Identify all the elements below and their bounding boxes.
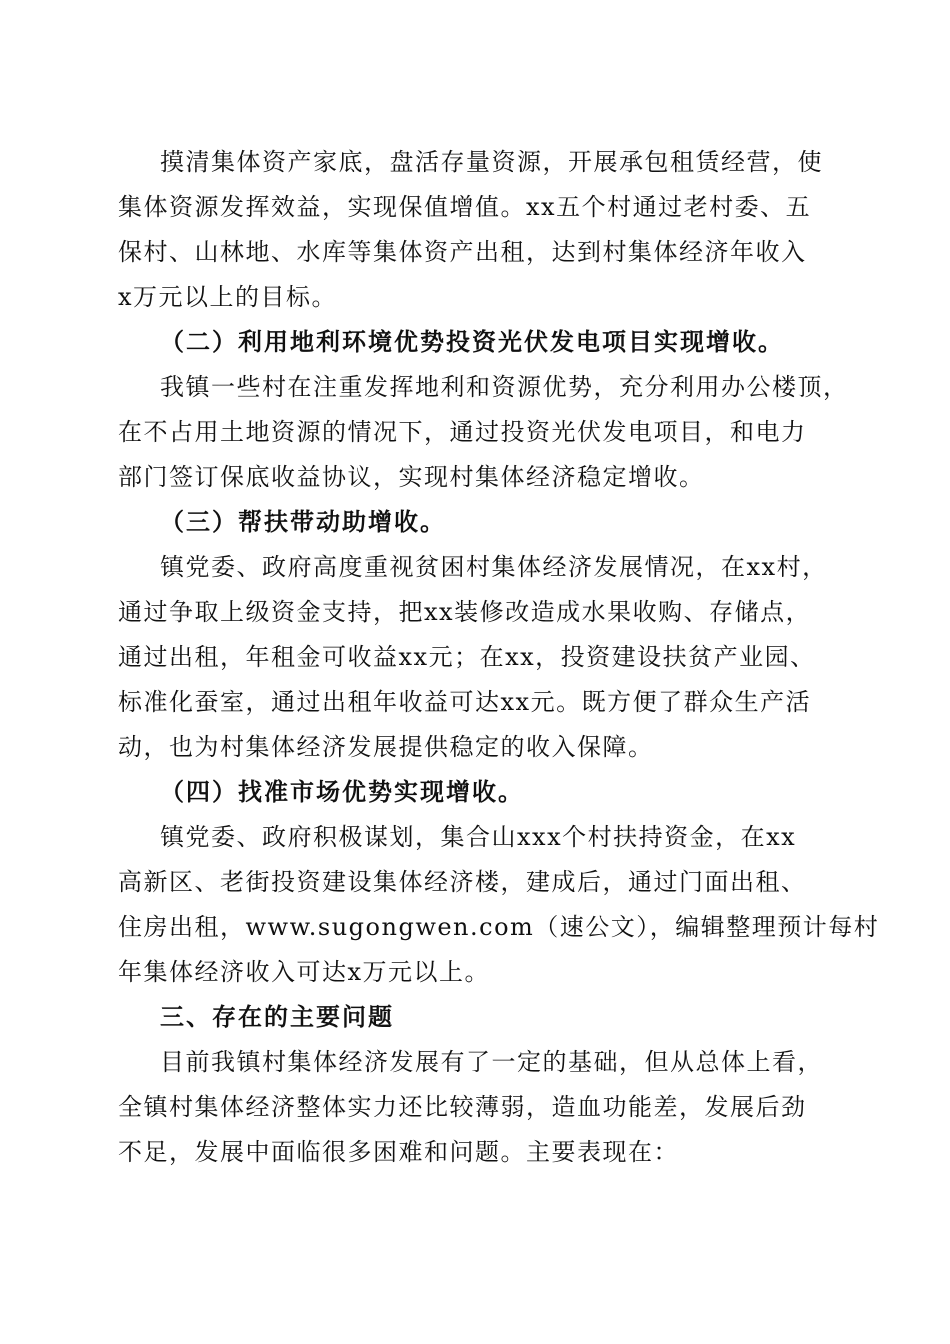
paragraph-line: 不足，发展中面临很多困难和问题。主要表现在： — [118, 1138, 679, 1166]
subsection-heading-3: （三）帮扶带动助增收。 — [160, 508, 446, 536]
paragraph-line: 标准化蚕室，通过出租年收益可达xx元。既方便了群众生产活 — [118, 688, 812, 716]
paragraph-line: 高新区、老街投资建设集体经济楼，建成后，通过门面出租、 — [118, 868, 807, 896]
paragraph-line: 镇党委、政府高度重视贫困村集体经济发展情况，在xx村， — [160, 553, 828, 581]
subsection-heading-2: （二）利用地利环境优势投资光伏发电项目实现增收。 — [160, 328, 784, 356]
paragraph-line: 在不占用土地资源的情况下，通过投资光伏发电项目，和电力 — [118, 418, 807, 446]
paragraph-line: 全镇村集体经济整体实力还比较薄弱，造血功能差，发展后劲 — [118, 1093, 807, 1121]
paragraph-line: 住房出租，www.sugongwen.com（速公文），编辑整理预计每村 — [118, 913, 880, 941]
paragraph-line: 动，也为村集体经济发展提供稳定的收入保障。 — [118, 733, 654, 761]
paragraph-line: 目前我镇村集体经济发展有了一定的基础，但从总体上看， — [160, 1048, 823, 1076]
paragraph-line: 保村、山林地、水库等集体资产出租，达到村集体经济年收入 — [118, 238, 807, 266]
subsection-heading-4: （四）找准市场优势实现增收。 — [160, 778, 524, 806]
paragraph-line: 通过出租，年租金可收益xx元；在xx，投资建设扶贫产业园、 — [118, 643, 816, 671]
paragraph-line: x万元以上的目标。 — [118, 283, 338, 311]
paragraph-line: 镇党委、政府积极谋划，集合山xxx个村扶持资金，在xx — [160, 823, 797, 851]
paragraph-line: 部门签订保底收益协议，实现村集体经济稳定增收。 — [118, 463, 705, 491]
paragraph-line: 摸清集体资产家底，盘活存量资源，开展承包租赁经营，使 — [160, 148, 823, 176]
paragraph-line: 年集体经济收入可达x万元以上。 — [118, 958, 491, 986]
paragraph-line: 通过争取上级资金支持，把xx装修改造成水果收购、存储点， — [118, 598, 812, 626]
section-heading-3: 三、存在的主要问题 — [160, 1003, 394, 1031]
paragraph-line: 集体资源发挥效益，实现保值增值。xx五个村通过老村委、五 — [118, 193, 812, 221]
paragraph-line: 我镇一些村在注重发挥地利和资源优势，充分利用办公楼顶， — [160, 373, 849, 401]
